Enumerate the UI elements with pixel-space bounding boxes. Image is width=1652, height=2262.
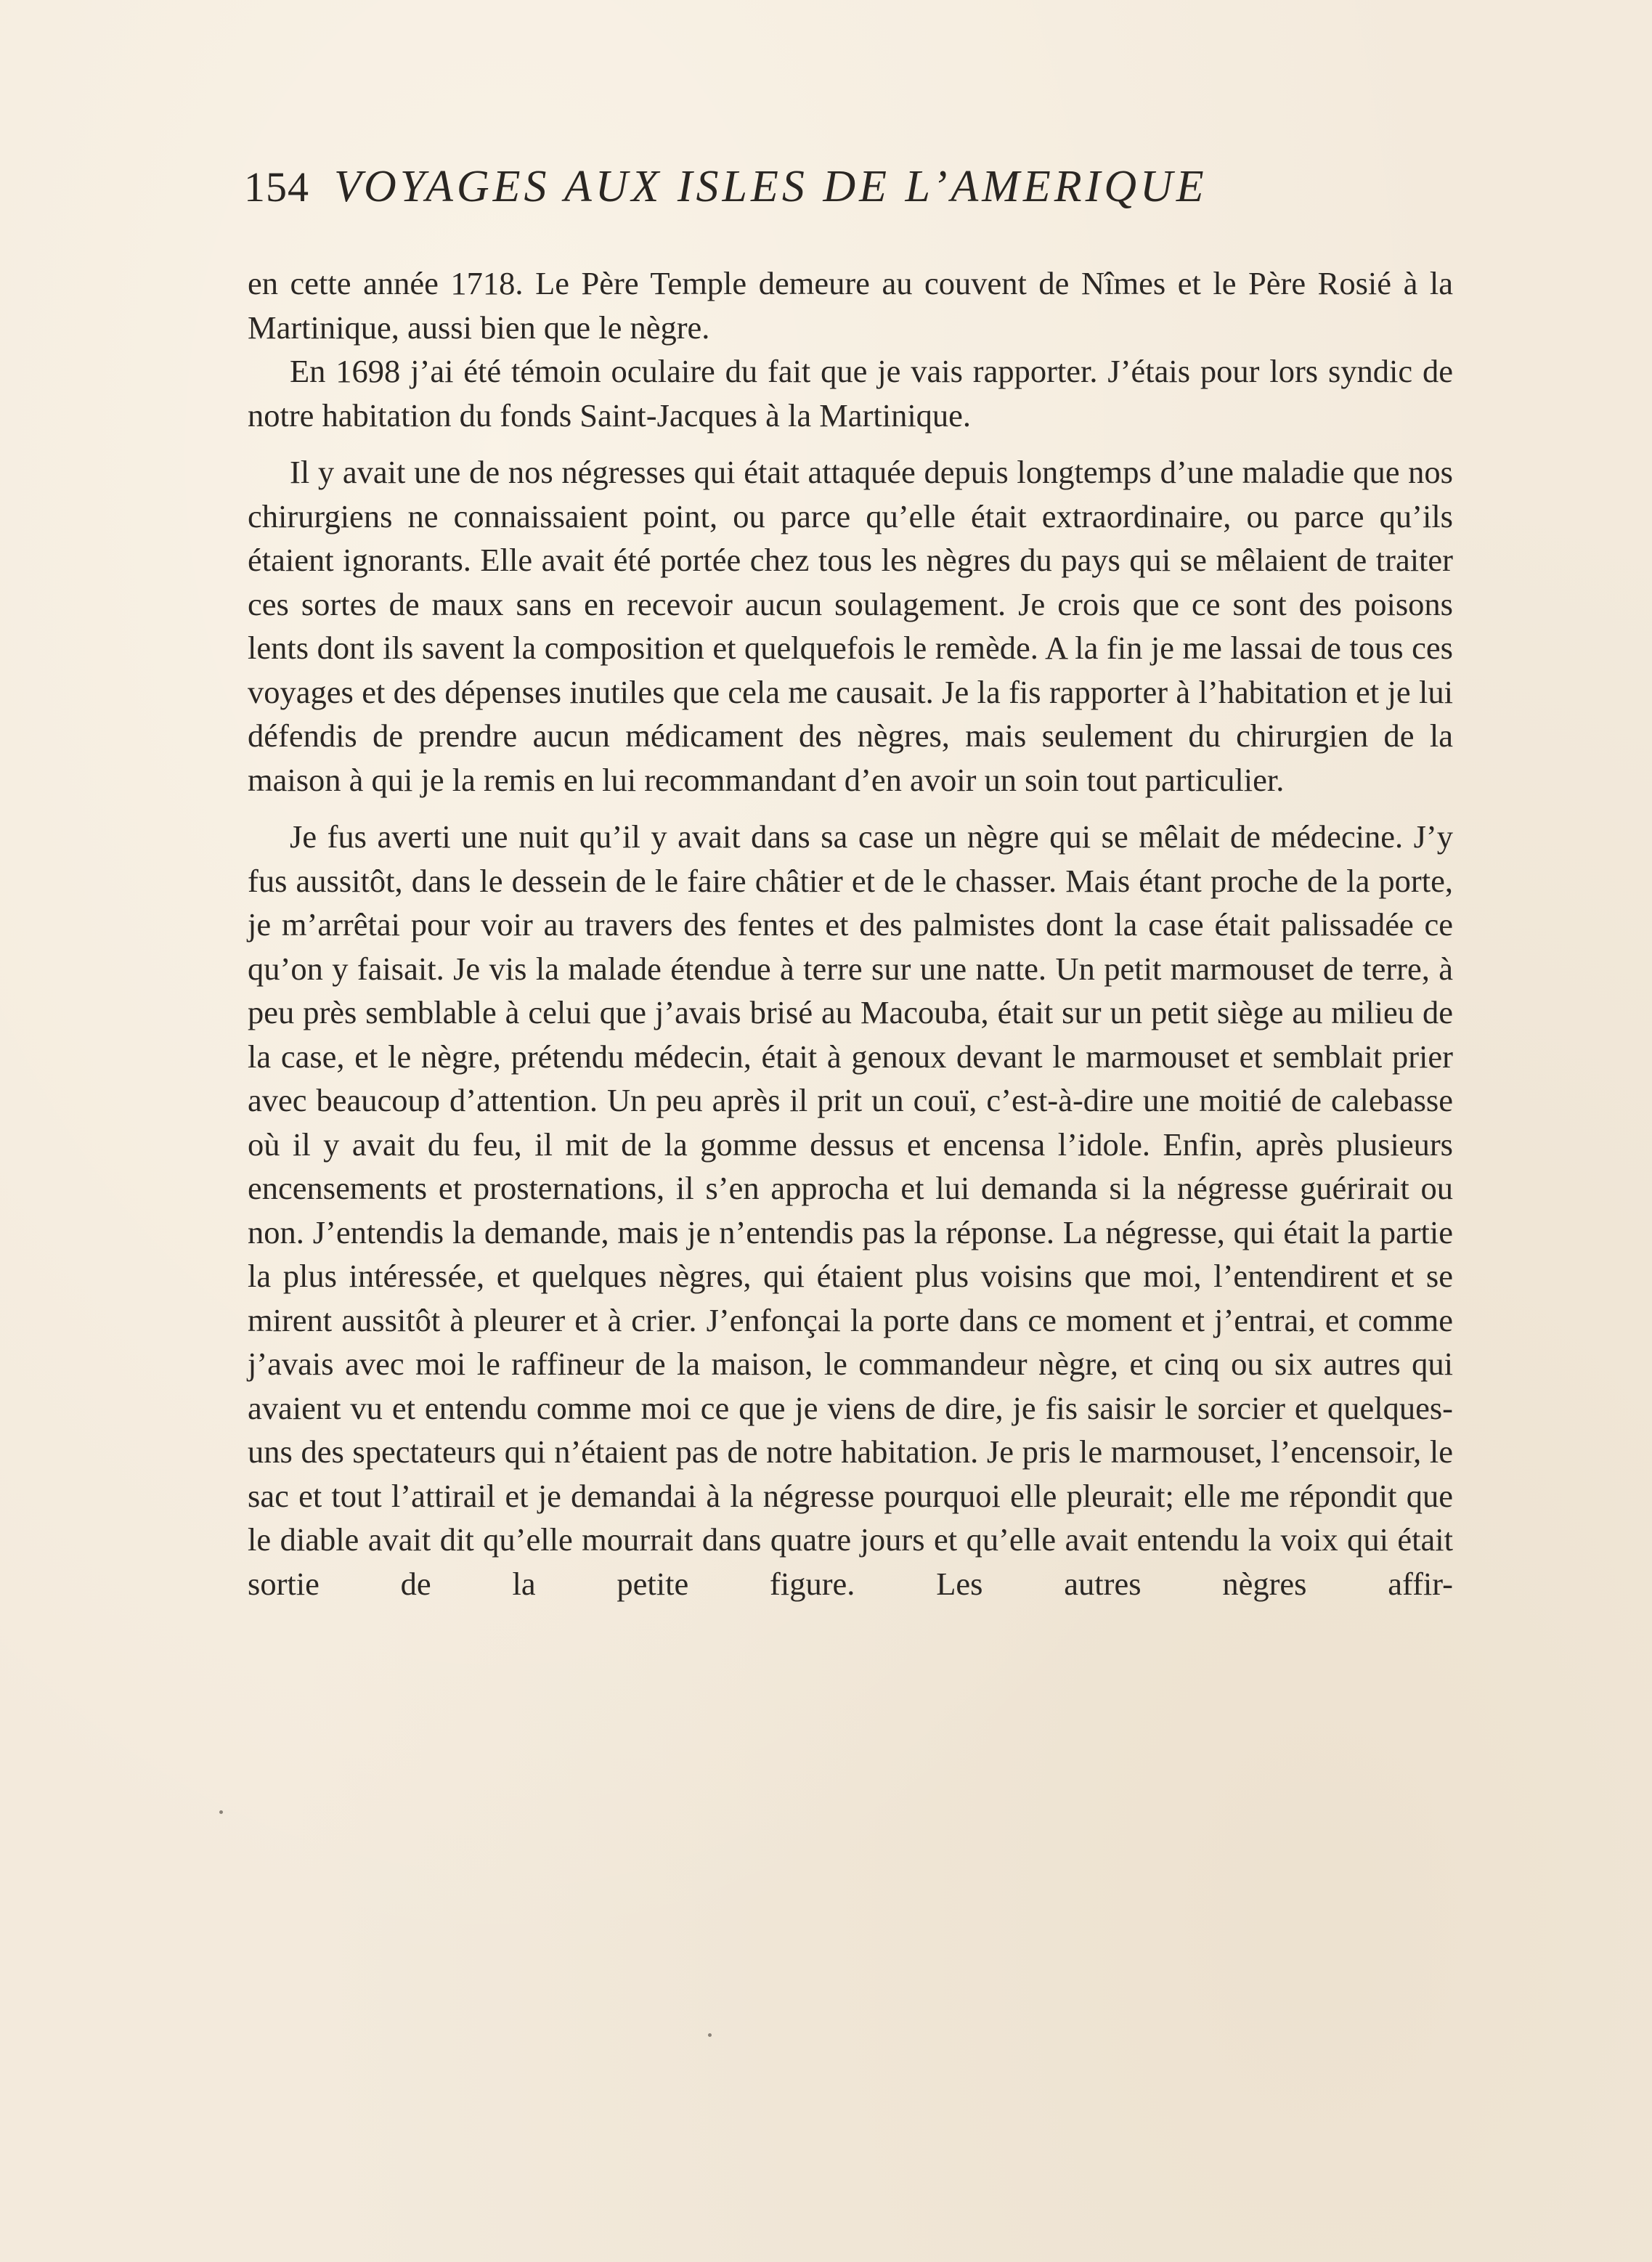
paper-speck: [219, 1810, 223, 1814]
paragraph: En 1698 j’ai été témoin oculaire du fait que je vais rapporter. J’étais pour lors syndic de notre habitation du fonds Saint-Jacques à la Martinique.: [248, 353, 1453, 434]
body-text: [248, 261, 1453, 1606]
running-title: VOYAGES AUX ISLES DE L’AMERIQUE: [334, 162, 1208, 211]
page-number: 154: [244, 163, 309, 211]
running-header: [244, 161, 1449, 227]
paragraph: Il y avait une de nos négresses qui était attaquée depuis longtemps d’une maladie que nos chirurgiens ne connaissaient point, ou parce qu’elle était extraordinaire, ou parce qu’ils étaient ignorants. Elle avait été portée chez tous les nègres du pays qui se mêlaient de traiter ces sortes de maux sans en recevoir aucun soulagement. Je crois que ce sont des poisons lents dont ils savent la composition et quelquefois le remède. A la fin je me lassai de tous ces voyages et des dépenses inutiles que cela me causait. Je la fis rapporter à l’habitation et je lui défendis de prendre aucun médicament des nègres, mais seulement du chirurgien de la maison à qui je la remis en lui recommandant d’en avoir un soin tout particulier.: [248, 454, 1453, 798]
paragraph: Je fus averti une nuit qu’il y avait dans sa case un nègre qui se mêlait de médecine. J’y fus aussitôt, dans le dessein de le faire châtier et de le chasser. Mais étant proche de la porte, je m’arrêtai pour voir au travers des fentes et des palmistes dont la case était palissadée ce qu’on y faisait. Je vis la malade étendue à terre sur une natte. Un petit marmouset de terre, à peu près semblable à celui que j’avais brisé au Macouba, était sur un petit siège au milieu de la case, et le nègre, prétendu médecin, était à genoux devant le marmouset et semblait prier avec beaucoup d’attention. Un peu après il prit un couï, c’est-à-dire une moitié de calebasse où il y avait du feu, il mit de la gomme dessus et encensa l’idole. Enfin, après plusieurs encensements et prosternations, il s’en approcha et lui demanda si la négresse guérirait ou non. J’entendis la demande, mais je n’entendis pas la réponse. La négresse, qui était la partie la plus intéressée, et quelques nègres, qui étaient plus voisins que moi, l’entendirent et se mirent aussitôt à pleurer et à crier. J’enfonçai la porte dans ce moment et j’entrai, et comme j’avais avec moi le raffineur de la maison, le commandeur nègre, et cinq ou six autres qui avaient vu et entendu comme moi ce que je viens de dire, je fis saisir le sorcier et quelques-uns des spectateurs qui n’étaient pas de notre habitation. Je pris le marmouset, l’encensoir, le sac et tout l’attirail et je demandai à la négresse pourquoi elle pleurait; elle me répondit que le diable avait dit qu’elle mourrait dans quatre jours et qu’elle avait entendu la voix qui était sortie de la petite figure. Les autres nègres affir-: [248, 818, 1453, 1602]
paragraph-continuation: en cette année 1718. Le Père Temple demeure au couvent de Nîmes et le Père Rosié à la Martinique, aussi bien que le nègre.: [248, 265, 1453, 346]
paper-speck: [708, 2033, 712, 2037]
